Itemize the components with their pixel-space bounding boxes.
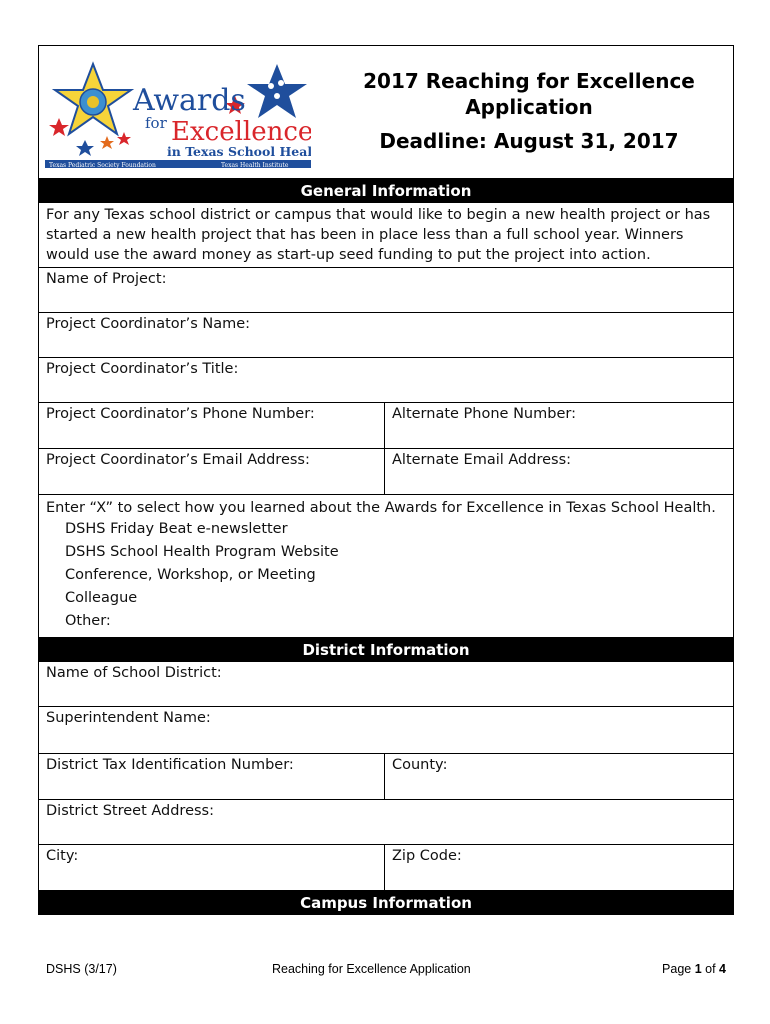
form-header <box>39 46 733 179</box>
title-line-2: Application <box>465 95 593 119</box>
page-current: 1 <box>694 962 702 976</box>
red-star-icon-2 <box>117 132 131 145</box>
awards-logo-graphic <box>45 56 311 168</box>
general-information-heading: General Information <box>39 179 733 203</box>
logo-subtitle-text: in Texas School Health <box>167 144 311 159</box>
city-label: City: <box>46 848 79 864</box>
district-name-label: Name of School District: <box>46 665 222 681</box>
coordinator-phone-label: Project Coordinator’s Phone Number: <box>46 406 315 422</box>
coordinator-name-label: Project Coordinator’s Name: <box>46 316 251 332</box>
alternate-phone-label: Alternate Phone Number: <box>392 406 576 422</box>
page-prefix: Page <box>662 962 695 976</box>
street-address-label: District Street Address: <box>46 803 214 819</box>
coordinator-phone-field[interactable] <box>39 403 385 448</box>
form-title <box>329 68 729 154</box>
blue-star-figures-icon <box>247 64 307 118</box>
tax-county-row <box>39 754 733 800</box>
option-colleague[interactable]: Colleague <box>65 590 138 606</box>
footer-left: DSHS (3/17) <box>46 962 117 976</box>
coordinator-title-label: Project Coordinator’s Title: <box>46 361 239 377</box>
alternate-email-field[interactable] <box>385 449 733 494</box>
superintendent-label: Superintendent Name: <box>46 710 211 726</box>
zip-label: Zip Code: <box>392 848 462 864</box>
footer-page-number <box>662 962 726 976</box>
deadline: Deadline: August 31, 2017 <box>379 129 679 153</box>
phone-row <box>39 403 733 449</box>
project-name-field[interactable] <box>39 268 733 313</box>
campus-information-heading: Campus Information <box>39 891 733 915</box>
project-name-label: Name of Project: <box>46 271 167 287</box>
awards-logo <box>45 56 311 168</box>
city-field[interactable] <box>39 845 385 890</box>
coordinator-email-label: Project Coordinator’s Email Address: <box>46 452 310 468</box>
application-form <box>38 45 734 915</box>
district-name-field[interactable] <box>39 662 733 707</box>
title-line-1: 2017 Reaching for Excellence <box>363 69 695 93</box>
county-field[interactable] <box>385 754 733 799</box>
coordinator-name-field[interactable] <box>39 313 733 358</box>
blue-star-icon <box>76 140 94 156</box>
logo-sponsor-right: Texas Health Institute <box>221 162 289 168</box>
zip-field[interactable] <box>385 845 733 890</box>
how-heard-question: Enter “X” to select how you learned about the Awards for Excellence in Texas School Health. <box>46 500 716 516</box>
logo-awards-text: Awards <box>133 83 246 118</box>
option-friday-beat[interactable]: DSHS Friday Beat e-newsletter <box>65 521 288 537</box>
superintendent-field[interactable] <box>39 707 733 754</box>
footer-center: Reaching for Excellence Application <box>272 962 471 976</box>
logo-excellence-text: Excellence <box>171 117 311 147</box>
alternate-phone-field[interactable] <box>385 403 733 448</box>
option-other[interactable]: Other: <box>65 613 111 629</box>
city-zip-row <box>39 845 733 891</box>
logo-for-text: for <box>145 114 167 132</box>
page-total: 4 <box>719 962 726 976</box>
logo-sponsor-left: Texas Pediatric Society Foundation <box>49 162 156 168</box>
orange-star-icon <box>100 136 114 149</box>
county-label: County: <box>392 757 448 773</box>
street-address-field[interactable] <box>39 800 733 845</box>
tax-id-label: District Tax Identification Number: <box>46 757 294 773</box>
alternate-email-label: Alternate Email Address: <box>392 452 572 468</box>
coordinator-title-field[interactable] <box>39 358 733 403</box>
email-row <box>39 449 733 495</box>
general-intro: For any Texas school district or campus that would like to begin a new health project or has started a new health project that has been in place less than a full school year. Winners would use the award money as start-up seed funding to put the project into action. <box>39 203 733 268</box>
page-of: of <box>701 962 720 976</box>
option-conference[interactable]: Conference, Workshop, or Meeting <box>65 567 316 583</box>
how-heard-section <box>39 495 733 638</box>
tax-id-field[interactable] <box>39 754 385 799</box>
coordinator-email-field[interactable] <box>39 449 385 494</box>
option-program-website[interactable]: DSHS School Health Program Website <box>65 544 339 560</box>
red-star-icon <box>49 118 69 136</box>
district-information-heading: District Information <box>39 638 733 662</box>
